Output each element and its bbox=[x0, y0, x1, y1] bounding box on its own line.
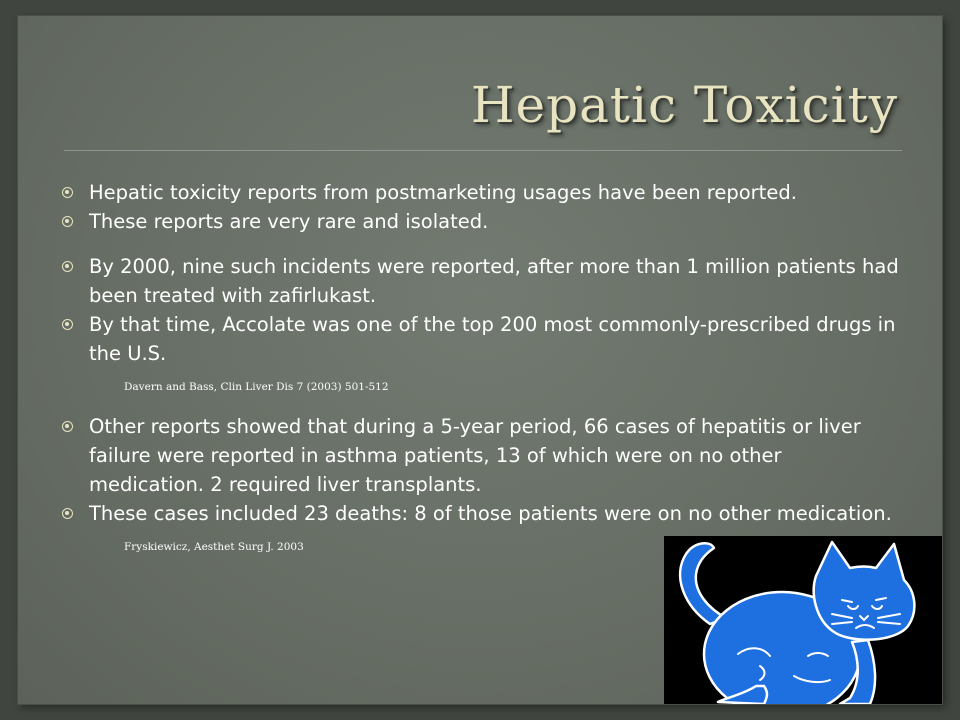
citation: Fryskiewicz, Aesthet Surg J. 2003 bbox=[124, 541, 304, 553]
bullet-icon bbox=[62, 187, 73, 198]
slide-body bbox=[62, 178, 902, 568]
bullet-text: These cases included 23 deaths: 8 of those patients were on no other medication. bbox=[89, 502, 892, 525]
bullet-text: Other reports showed that during a 5-year period, 66 cases of hepatitis or liver failure were reported in asthma patients, 13 of which were on no other medication. 2 required liver transplants. bbox=[89, 415, 861, 496]
bullet-item bbox=[62, 499, 902, 528]
bullet-text: By 2000, nine such incidents were reported, after more than 1 million patients had been treated with zafirlukast. bbox=[89, 255, 899, 307]
bullet-text: Hepatic toxicity reports from postmarketing usages have been reported. bbox=[89, 181, 797, 204]
bullet-item bbox=[62, 252, 902, 310]
bullet-icon bbox=[62, 421, 73, 432]
citation: Davern and Bass, Clin Liver Dis 7 (2003) 501-512 bbox=[124, 381, 389, 393]
bullet-item bbox=[62, 310, 902, 368]
blue-cat-icon bbox=[664, 536, 942, 704]
bullet-icon bbox=[62, 216, 73, 227]
bullet-icon bbox=[62, 508, 73, 519]
bullet-text: These reports are very rare and isolated. bbox=[89, 210, 489, 233]
spacer bbox=[62, 236, 902, 252]
title-divider bbox=[64, 150, 902, 151]
cat-image bbox=[664, 536, 942, 704]
bullet-item bbox=[62, 207, 902, 236]
bullet-item bbox=[62, 412, 902, 499]
bullet-icon bbox=[62, 261, 73, 272]
bullet-icon bbox=[62, 319, 73, 330]
slide-title: Hepatic Toxicity bbox=[470, 76, 898, 134]
bullet-text: By that time, Accolate was one of the top 200 most commonly-prescribed drugs in the U.S. bbox=[89, 313, 896, 365]
bullet-item bbox=[62, 178, 902, 207]
